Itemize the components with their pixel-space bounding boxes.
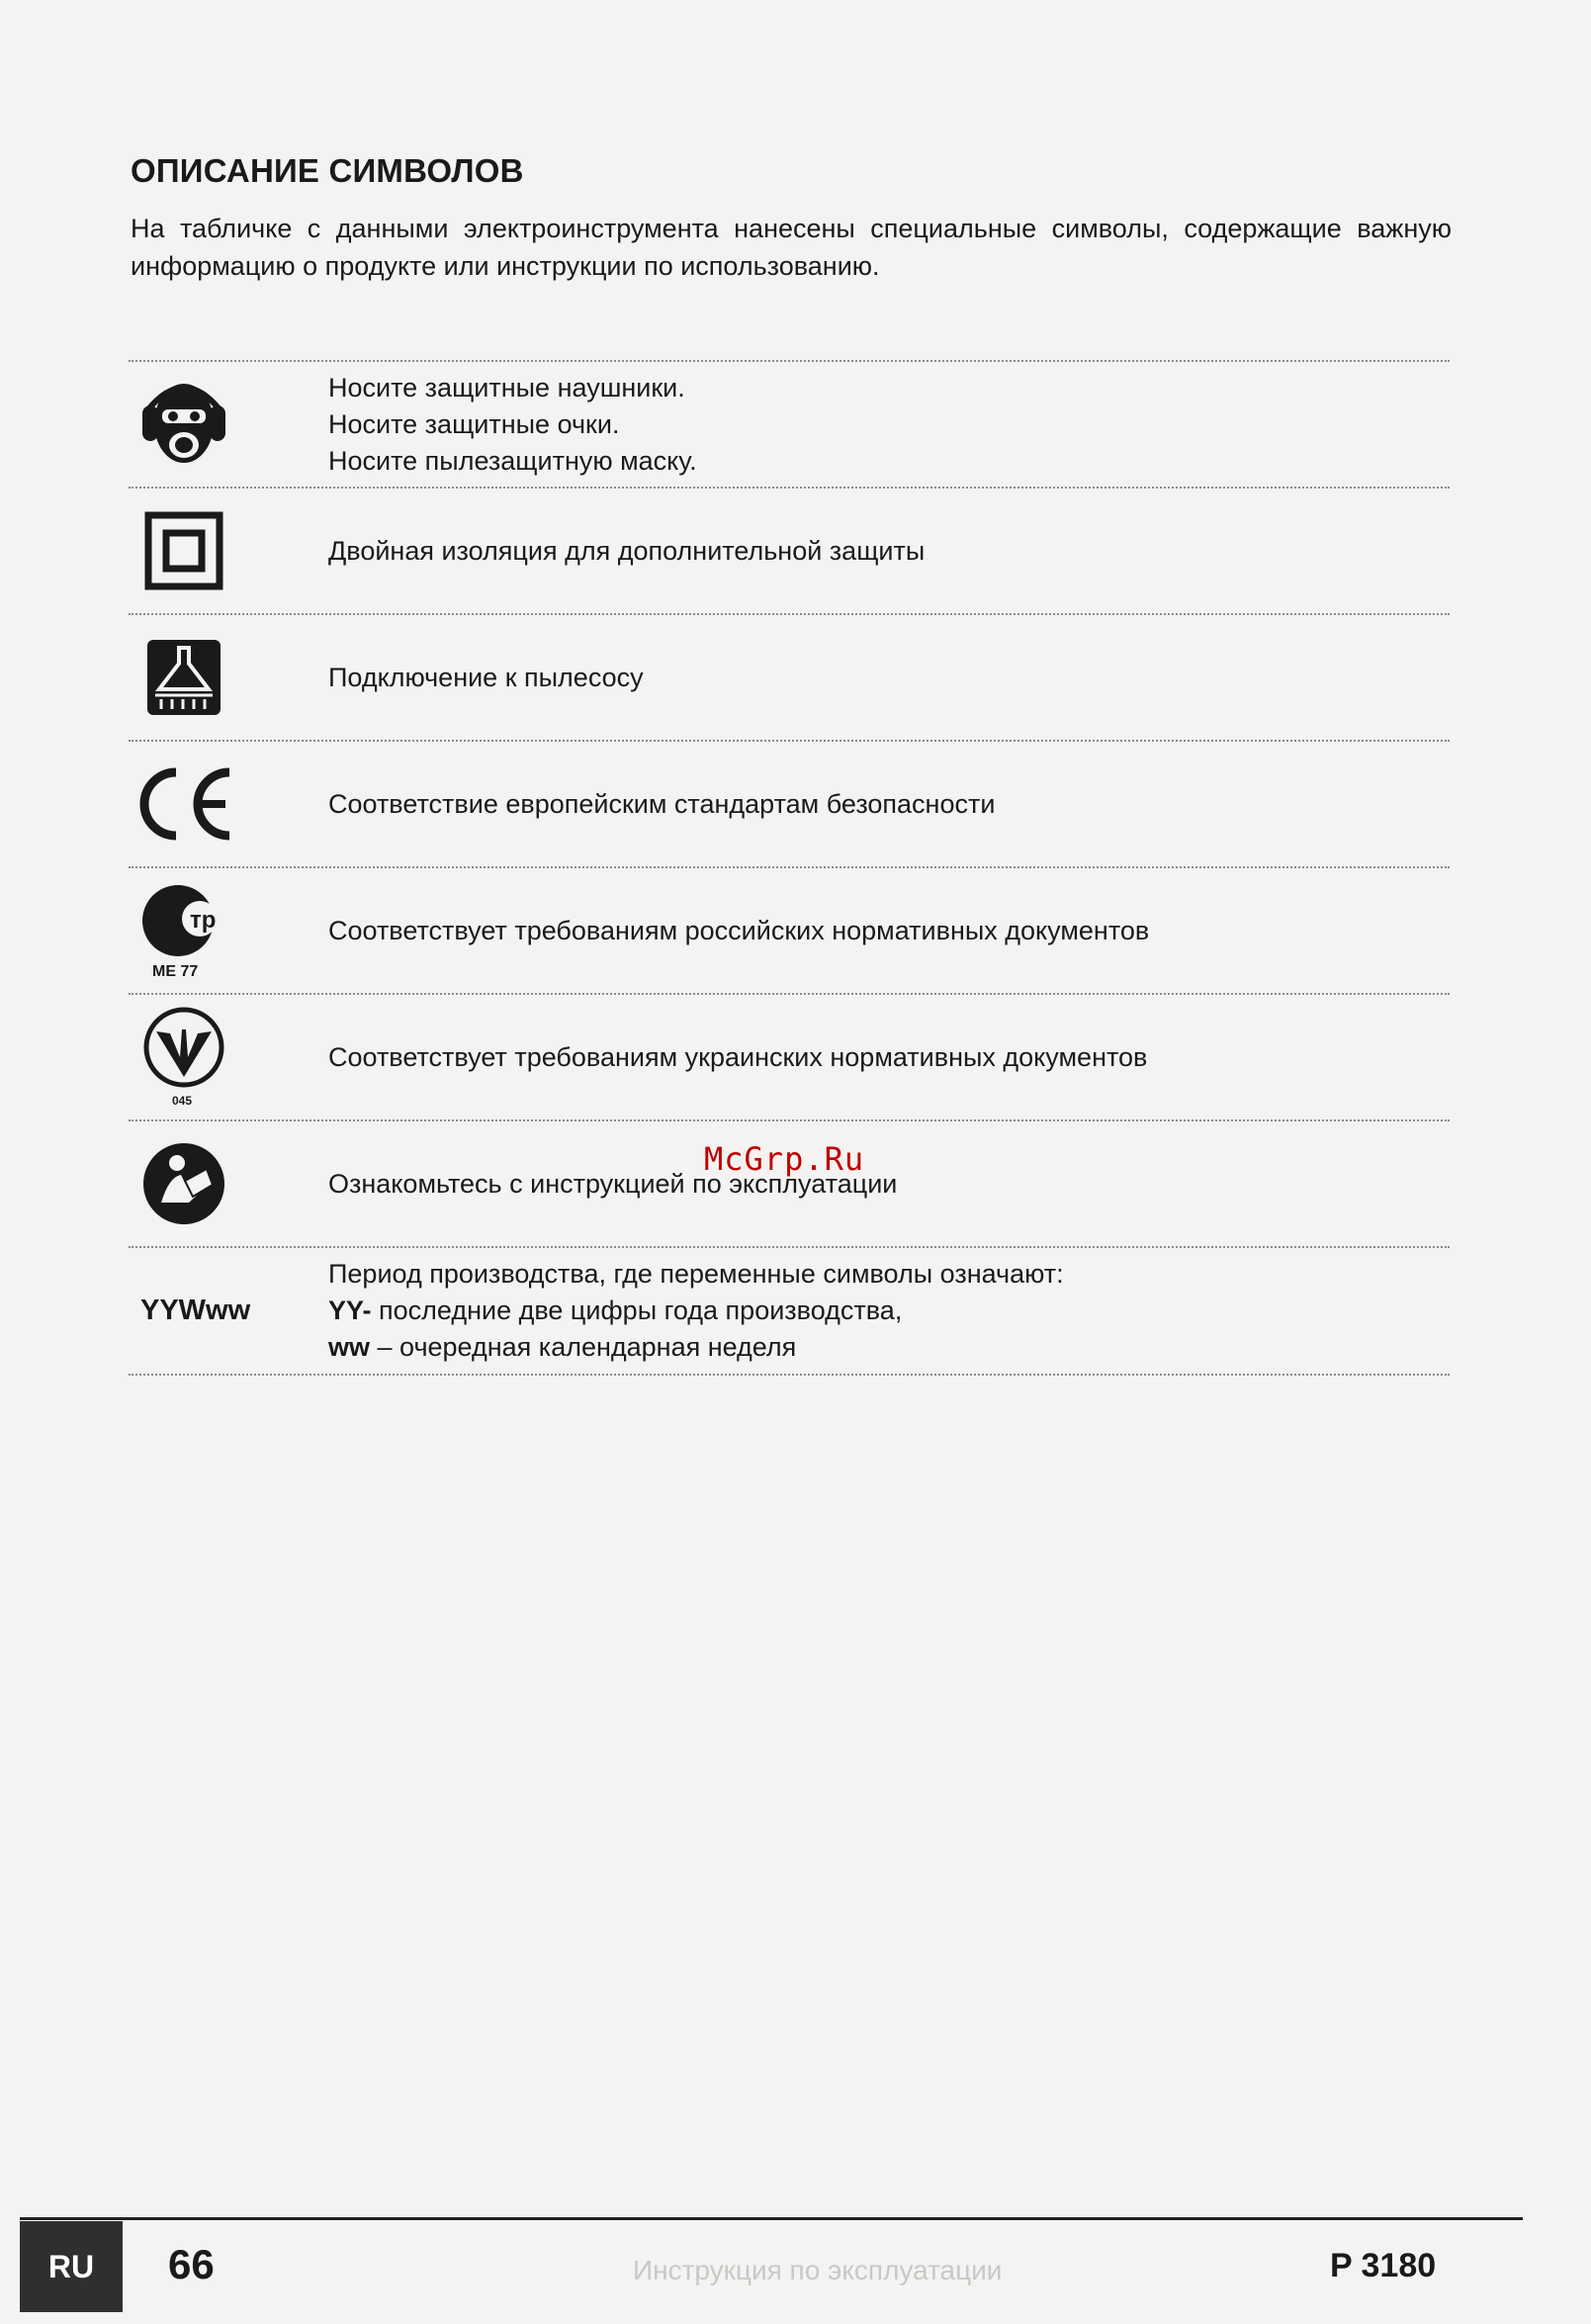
description-line: [328, 1293, 1450, 1329]
ce-mark-icon: [134, 754, 233, 854]
page-number: 66: [168, 2241, 215, 2287]
symbol-description: [328, 362, 1450, 487]
language-badge: RU: [20, 2221, 123, 2312]
description-line: [328, 1329, 1450, 1366]
symbol-description: Подключение к пылесосу: [328, 662, 644, 692]
symbol-row-double-insulation: [129, 487, 1450, 613]
description-line: Период производства, где переменные символы означают:: [328, 1259, 1064, 1289]
symbols-table: [129, 360, 1450, 1376]
code-term: YY-: [328, 1296, 372, 1325]
code-explanation: последние две цифры года производства,: [371, 1296, 903, 1325]
symbol-description: Соответствует требованиям российских нормативных документов: [328, 915, 1150, 945]
gost-r-mark-icon: [134, 880, 233, 981]
watermark: McGrp.Ru: [704, 1140, 865, 1178]
double-insulation-icon: [134, 500, 233, 601]
ukrsepro-mark-label: 045: [172, 1094, 193, 1108]
symbol-row-production-period: [129, 1246, 1450, 1376]
description-line: Носите защитные очки.: [328, 408, 620, 439]
code-term: ww: [328, 1332, 371, 1362]
footer-divider: [20, 2217, 1523, 2220]
symbol-row-dust-extraction: [129, 613, 1450, 740]
protective-gear-icon: [134, 374, 233, 475]
symbol-description: Ознакомьтесь с инструкцией по эксплуатации: [328, 1168, 898, 1199]
symbol-row-ce-mark: [129, 740, 1450, 866]
read-manual-icon: [134, 1133, 233, 1234]
gost-mark-label: ME 77: [152, 963, 199, 980]
symbol-row-protective-gear: [129, 360, 1450, 487]
description-line: Носите пылезащитную маску.: [328, 445, 697, 476]
description-line: Носите защитные наушники.: [328, 372, 685, 402]
svg-text:тр: тр: [190, 907, 217, 934]
symbol-description: [328, 1248, 1450, 1374]
dust-extraction-icon: [134, 627, 233, 728]
page-title: ОПИСАНИЕ СИМВОЛОВ: [131, 152, 524, 189]
symbol-row-ukrsepro-mark: [129, 993, 1450, 1119]
footer-section-title: Инструкция по эксплуатации: [633, 2255, 1003, 2285]
symbol-row-gost-mark: [129, 866, 1450, 993]
code-explanation: – очередная календарная неделя: [370, 1332, 797, 1362]
production-code-label: YYWww: [140, 1295, 251, 1326]
symbol-description: Соответствует требованиям украинских нормативных документов: [328, 1041, 1148, 1072]
model-number: P 3180: [1330, 2247, 1437, 2284]
symbol-row-read-manual: [129, 1119, 1450, 1246]
symbol-description: Соответствие европейским стандартам безопасности: [328, 788, 996, 819]
ukrsepro-mark-icon: [134, 1007, 233, 1108]
intro-paragraph: На табличке с данными электроинструмента нанесены специальные символы, содержащие важную информацию о продукте или инструкции по использованию.: [131, 214, 1452, 281]
symbol-description: Двойная изоляция для дополнительной защиты: [328, 535, 926, 566]
